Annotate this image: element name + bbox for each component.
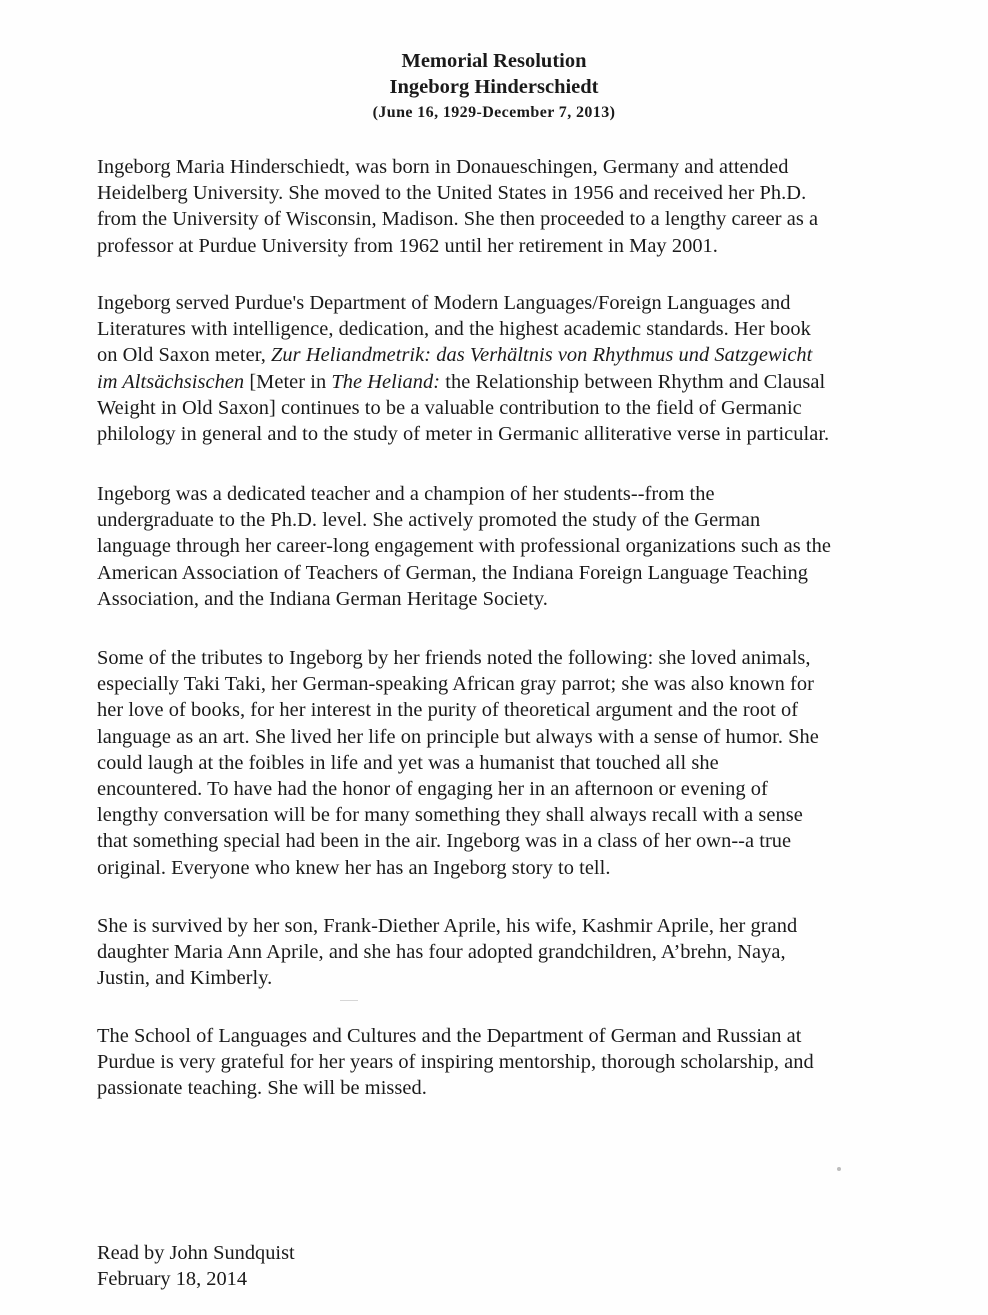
- text-line: could laugh at the foibles in life and yet was a humanist that touched all she: [97, 751, 719, 774]
- text-segment: on Old Saxon meter,: [97, 344, 272, 367]
- text-line: Ingeborg served Purdue's Department of Modern Languages/Foreign Languages and: [97, 292, 791, 314]
- text-line: passionate teaching. She will be missed.: [97, 1077, 427, 1100]
- text-line: Ingeborg Maria Hinderschiedt, was born in Donaueschingen, Germany and attended: [97, 156, 789, 178]
- work-title-italic: The Heliand:: [331, 370, 441, 393]
- reader-name: Read by John Sundquist: [97, 1242, 295, 1264]
- read-date: February 18, 2014: [97, 1268, 248, 1291]
- text-line: Purdue is very grateful for her years of inspiring mentorship, thorough scholarship, and: [97, 1051, 814, 1074]
- text-line: original. Everyone who knew her has an Ingeborg story to tell.: [97, 856, 611, 879]
- text-segment: [Meter in: [244, 370, 332, 393]
- life-dates: (June 16, 1929-December 7, 2013): [372, 104, 616, 121]
- paragraph-biography: [97, 154, 945, 259]
- paragraph-closing: [97, 1023, 945, 1102]
- text-line: that something special had been in the air. Ingeborg was in a class of her own--a true: [97, 830, 792, 853]
- book-title-italic: Zur Heliandmetrik: das Verhältnis von Rhythmus und Satzgewicht: [271, 344, 813, 367]
- text-line: Some of the tributes to Ingeborg by her friends noted the following: she loved animals,: [97, 647, 811, 669]
- text-line: [97, 369, 945, 395]
- text-line: philology in general and to the study of meter in Germanic alliterative verse in particular.: [97, 423, 830, 446]
- text-line: Association, and the Indiana German Heritage Society.: [97, 587, 548, 610]
- text-line: especially Taki Taki, her German-speaking African gray parrot; she was also known for: [97, 673, 814, 696]
- paragraph-scholarship: [97, 290, 945, 447]
- paragraph-teaching: [97, 481, 945, 612]
- book-title-italic: im Altsächsischen: [97, 370, 245, 393]
- text-line: undergraduate to the Ph.D. level. She actively promoted the study of the German: [97, 509, 761, 532]
- text-line: language through her career-long engagement with professional organizations such as the: [97, 535, 831, 558]
- scan-speck: [340, 1000, 358, 1001]
- document-title: Memorial Resolution: [401, 50, 587, 72]
- text-line: Heidelberg University. She moved to the United States in 1956 and received her Ph.D.: [97, 182, 807, 205]
- scan-speck: [837, 1167, 841, 1171]
- text-line: Weight in Old Saxon] continues to be a valuable contribution to the field of Germanic: [97, 396, 802, 419]
- text-line: Literatures with intelligence, dedication, and the highest academic standards. Her book: [97, 318, 811, 341]
- text-line: [97, 342, 945, 368]
- paragraph-tributes: [97, 645, 945, 881]
- honoree-name: Ingeborg Hinderschiedt: [389, 76, 599, 98]
- text-line: daughter Maria Ann Aprile, and she has four adopted grandchildren, A’brehn, Naya,: [97, 941, 786, 964]
- text-line: lengthy conversation will be for many something they shall always recall with a sense: [97, 804, 803, 827]
- text-line: language as an art. She lived her life on principle but always with a sense of humor. She: [97, 725, 819, 748]
- paragraph-survivors: [97, 913, 945, 992]
- text-line: She is survived by her son, Frank-Diether Aprile, his wife, Kashmir Aprile, her grand: [97, 915, 798, 937]
- text-line: from the University of Wisconsin, Madison. She then proceeded to a lengthy career as a: [97, 208, 819, 231]
- text-line: Ingeborg was a dedicated teacher and a champion of her students--from the: [97, 483, 715, 505]
- text-line: The School of Languages and Cultures and the Department of German and Russian at: [97, 1025, 802, 1047]
- text-segment: the Relationship between Rhythm and Clausal: [440, 370, 826, 393]
- text-line: encountered. To have had the honor of engaging her in an afternoon or evening of: [97, 778, 768, 801]
- document-header: [0, 48, 988, 124]
- text-line: her love of books, for her interest in the purity of theoretical argument and the root of: [97, 699, 799, 722]
- text-line: professor at Purdue University from 1962 until her retirement in May 2001.: [97, 234, 718, 257]
- text-line: American Association of Teachers of German, the Indiana Foreign Language Teaching: [97, 561, 809, 584]
- signature-block: [97, 1240, 295, 1292]
- text-line: Justin, and Kimberly.: [97, 967, 273, 990]
